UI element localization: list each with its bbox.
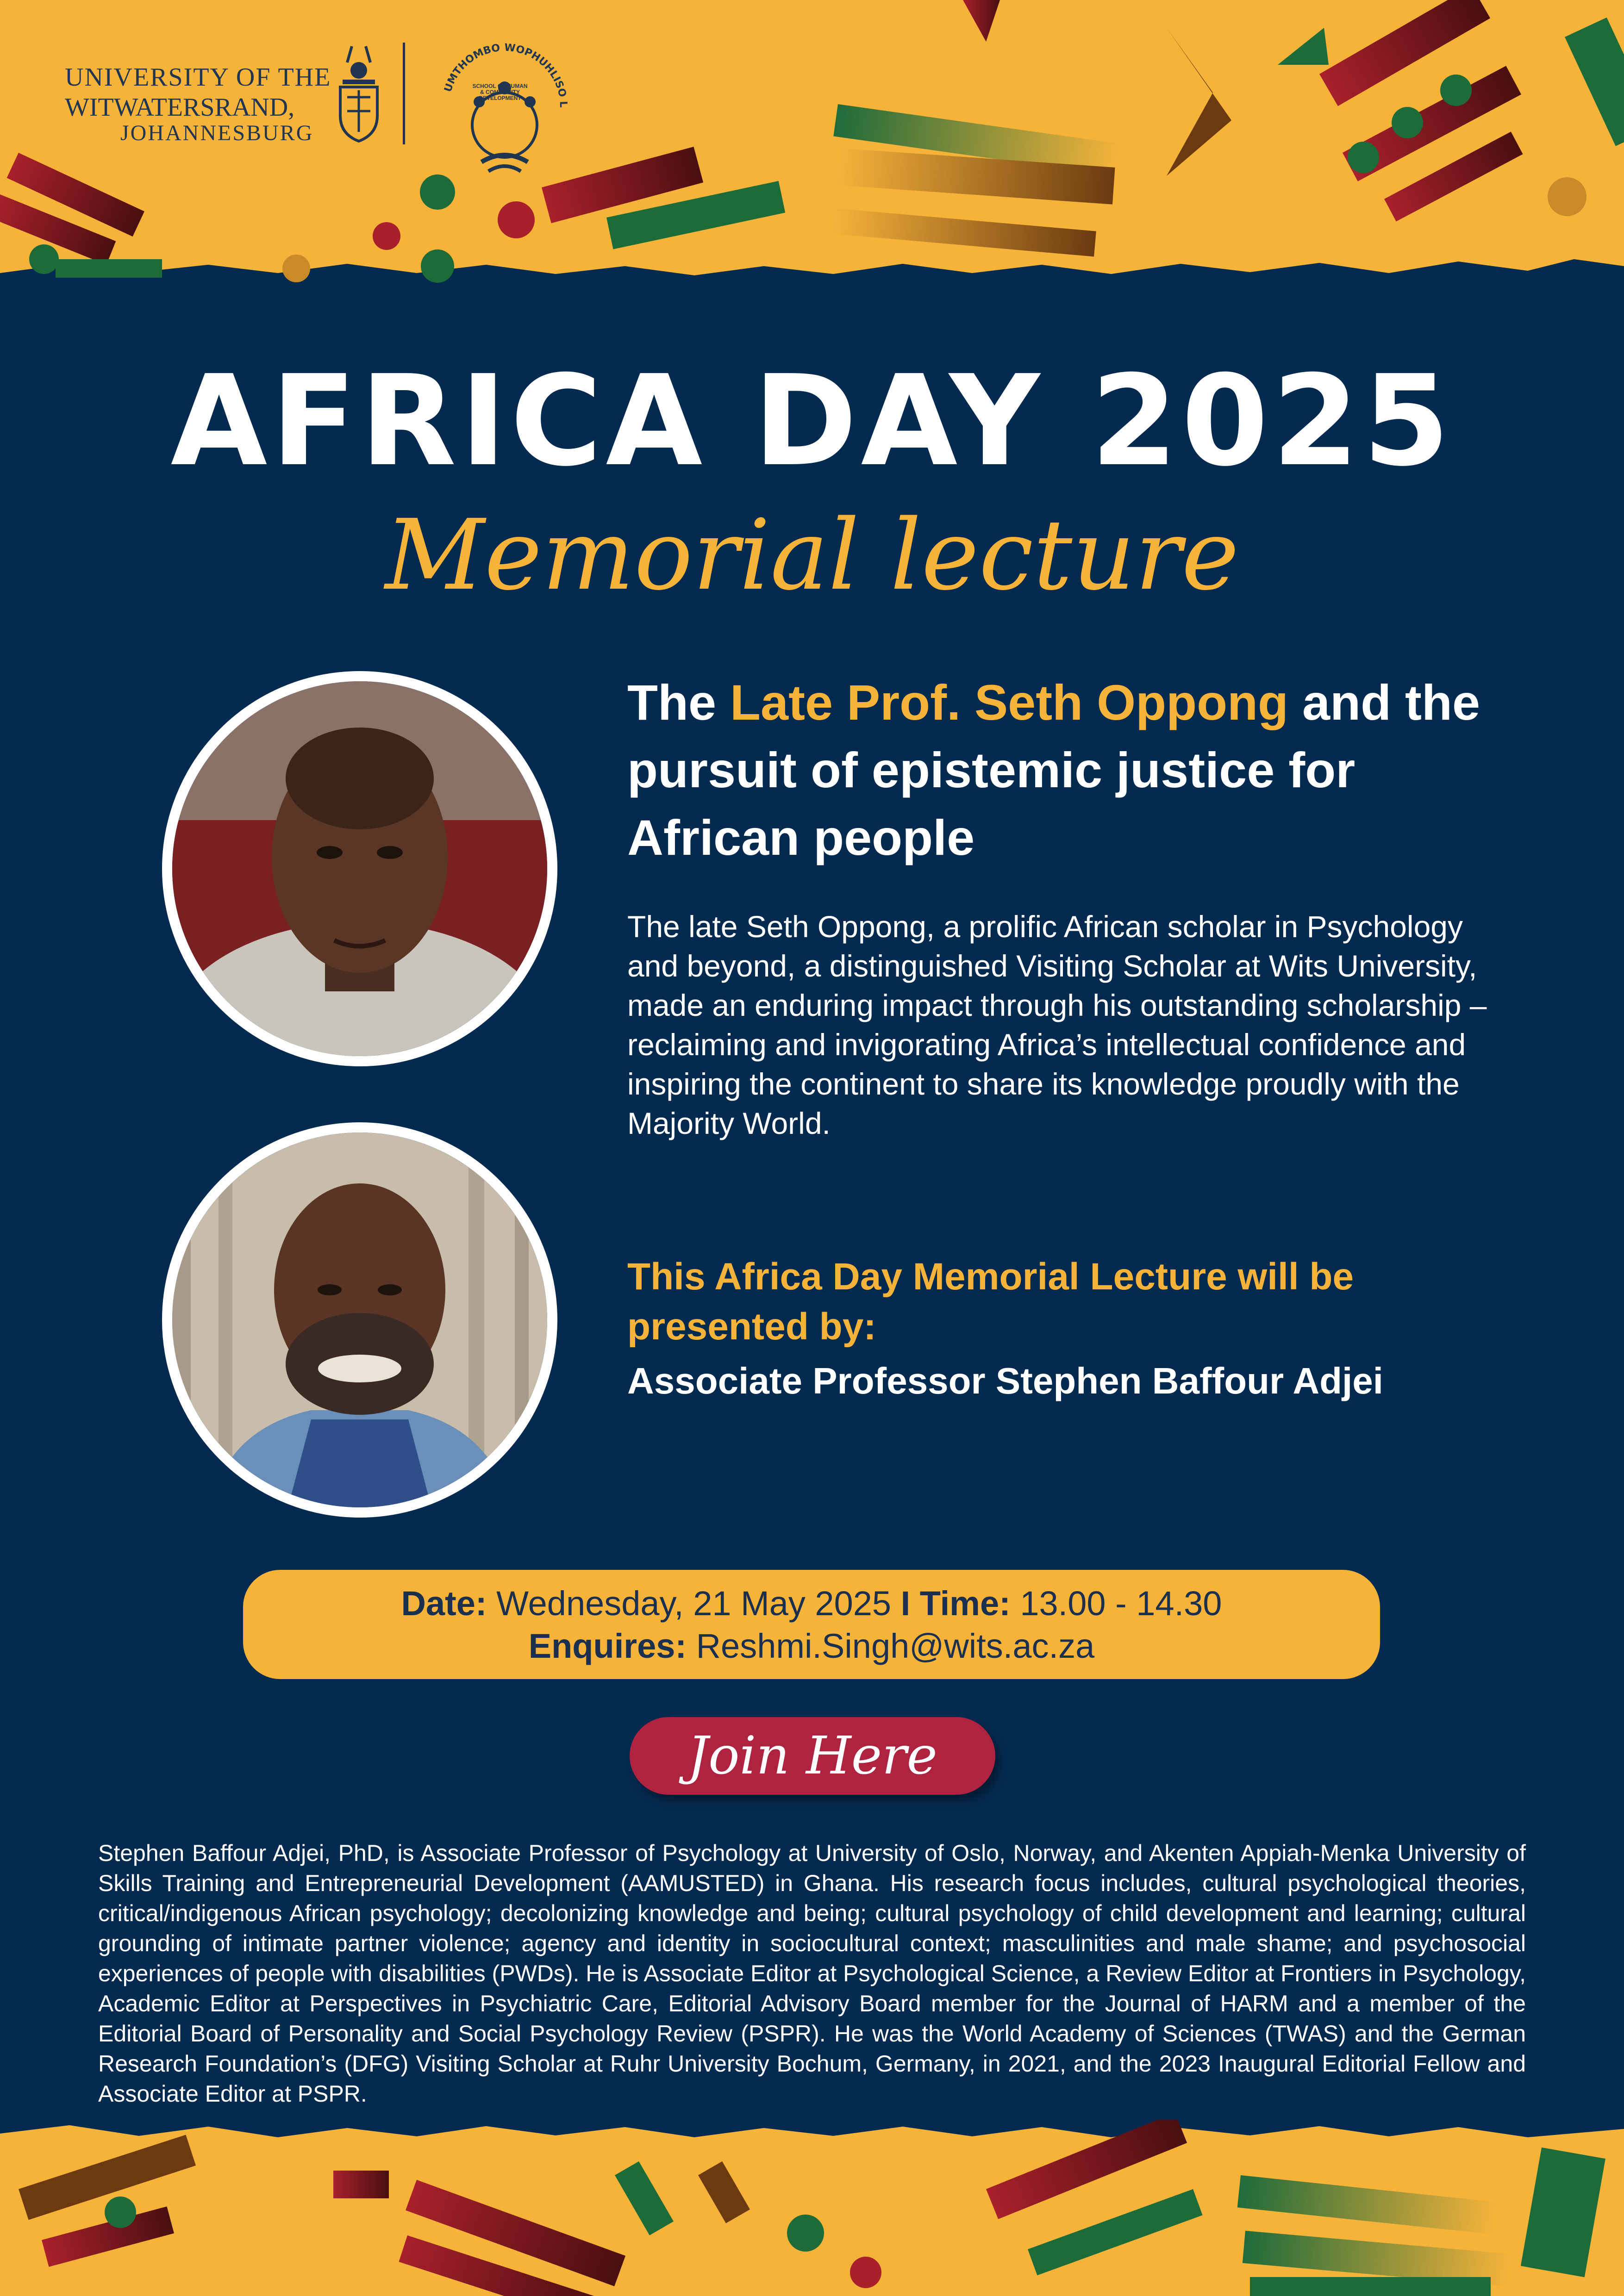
event-details-pill	[243, 1570, 1380, 1679]
heading-prefix: The	[627, 674, 717, 730]
university-name-line3: JOHANNESBURG	[120, 121, 314, 145]
separator: I	[900, 1584, 911, 1623]
enquiries-email-link[interactable]: Reshmi.Singh@wits.ac.za	[696, 1627, 1095, 1665]
date-label: Date:	[401, 1584, 487, 1623]
stephen-adjei-photo	[172, 1132, 547, 1507]
event-subtitle: Memorial lecture	[385, 498, 1239, 612]
school-emblem-icon	[431, 37, 579, 176]
event-title: AFRICA DAY 2025	[170, 348, 1454, 494]
portrait-stephen-adjei	[162, 1122, 557, 1518]
university-name-line2: WITWATERSRAND,	[65, 93, 295, 122]
time-label: Time:	[919, 1584, 1011, 1623]
date-time-row	[243, 1583, 1380, 1624]
seth-oppong-photo	[172, 681, 547, 1056]
bottom-decorative-band	[0, 2120, 1624, 2296]
logo-divider	[403, 43, 405, 144]
enquiries-row	[243, 1625, 1380, 1667]
join-here-button[interactable]: Join Here	[630, 1717, 995, 1795]
presenter-bio: Stephen Baffour Adjei, PhD, is Associate Professor of Psychology at University of Oslo, Norway, and Akenten Appiah-Menka University of Skills Training and Entrepreneurial Development (AAMUSTED) in Ghana. His research focus includes, cultural psychological theories, critical/indigenous African psychology; decolonizing knowledge and being; cultural psychology of child development and learning; cultural grounding of intimate partner violence; agency and identity in sociocultural context; masculinities and male shame; and psychosocial experiences of people with disabilities (PWDs). He is Associate Editor at Psychological Science, a Review Editor at Frontiers in Psychology, Academic Editor at Perspectives in Psychiatric Care, Editorial Advisory Board member for the Journal of HARM and a member of the Editorial Board of Personality and Social Psychology Review (PSPR). He was the World Academy of Sciences (TWAS) and the German Research Foundation’s (DFG) Visiting Scholar at Ruhr University Bochum, Germany, in 2021, and the 2023 Inaugural Editorial Fellow and Associate Editor at PSPR.	[98, 1840, 1526, 2107]
date-value: Wednesday, 21 May 2025	[496, 1584, 892, 1623]
heading-highlight: Late Prof. Seth Oppong	[730, 674, 1289, 730]
lecture-description: The late Seth Oppong, a prolific African scholar in Psychology and beyond, a distinguished Visiting Scholar at Wits University, made an enduring impact through his outstanding scholarship – reclaiming and invigorating Africa’s intellectual confidence and inspiring the continent to share its knowledge proudly with the Majority World.	[627, 909, 1487, 1140]
presenter-name: Associate Professor Stephen Baffour Adjei	[627, 1360, 1383, 1401]
heading-suffix: and the pursuit of epistemic justice for African people	[627, 674, 1480, 865]
school-name: SCHOOL OF HUMAN & COMMUNITY DEVELOPMENT	[472, 83, 528, 101]
wits-crest-icon	[324, 42, 394, 143]
portrait-seth-oppong	[162, 671, 557, 1066]
presented-by-label: This Africa Day Memorial Lecture will be presented by:	[627, 1256, 1354, 1348]
school-logo	[431, 37, 579, 176]
enquiries-label: Enquires:	[528, 1627, 687, 1665]
wits-university-logo	[65, 42, 398, 153]
university-name-line1: UNIVERSITY OF THE	[65, 63, 331, 92]
svg-text:UMTHOMBO WOPHUHLISO LOLUNTU: UMTHOMBO WOPHUHLISO L	[442, 42, 569, 108]
lecture-heading	[627, 669, 1507, 871]
time-value: 13.00 - 14.30	[1020, 1584, 1222, 1623]
